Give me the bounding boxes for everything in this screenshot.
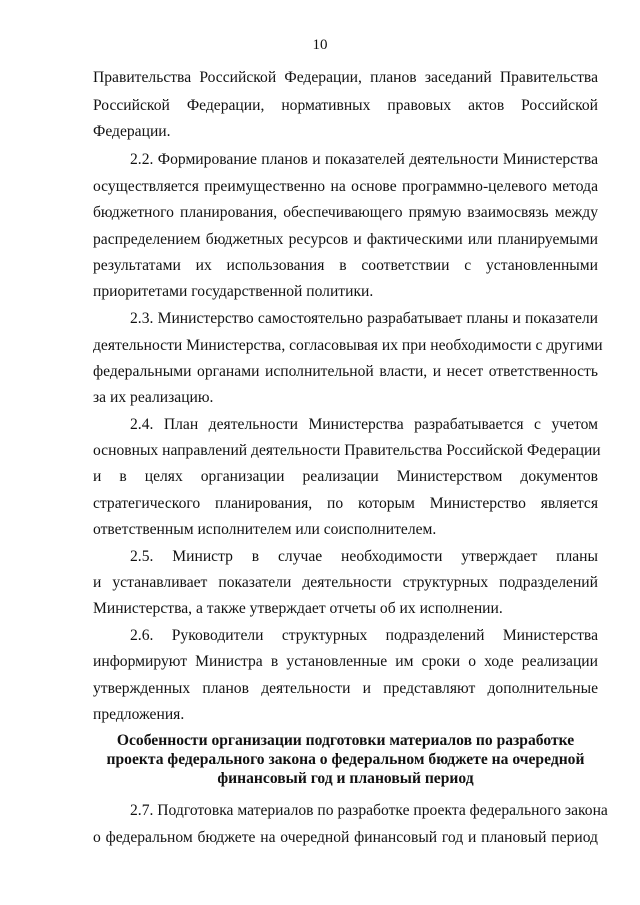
paragraph-2-4-line: 2.4. План деятельности Министерства разрабатывается с учетом — [130, 416, 598, 433]
paragraph-2-3-line: за их реализацию. — [93, 389, 214, 406]
paragraph-2-6-line: предложения. — [93, 706, 185, 723]
section-heading-line: проекта федерального закона о федеральном бюджете на очередной — [106, 751, 585, 768]
paragraph-2-6-line: утвержденных планов деятельности и представляют дополнительные — [93, 680, 598, 697]
paragraph-2-2-line: 2.2. Формирование планов и показателей деятельности Министерства — [130, 151, 598, 168]
paragraph-2-4-line: основных направлений деятельности Правительства Российской Федерации — [93, 442, 601, 459]
paragraph-2-3-line: 2.3. Министерство самостоятельно разрабатывает планы и показатели — [130, 310, 598, 327]
paragraph-2-2-line: приоритетами государственной политики. — [93, 283, 374, 300]
paragraph-2-5-line: и устанавливает показатели деятельности структурных подразделений — [93, 574, 598, 591]
paragraph-2-6-line: 2.6. Руководители структурных подразделений Министерства — [130, 627, 598, 644]
paragraph-2-7-line: о федеральном бюджете на очередной финансовый год и плановый период — [93, 829, 598, 846]
paragraph-2-3-line: деятельности Министерства, согласовывая их при необходимости с другими — [93, 337, 603, 354]
text-line: Правительства Российской Федерации, планов заседаний Правительства — [93, 69, 598, 86]
paragraph-2-6-line: информируют Министра в установленные им сроки о ходе реализации — [93, 653, 598, 670]
section-heading-line: Особенности организации подготовки материалов по разработке — [116, 732, 575, 749]
paragraph-2-7-line: 2.7. Подготовка материалов по разработке проекта федерального закона — [130, 802, 608, 819]
text-line: Российской Федерации, нормативных правовых актов Российской — [93, 97, 598, 114]
paragraph-2-5-line: Министерства, а также утверждает отчеты об их исполнении. — [93, 600, 503, 617]
page-number: 10 — [312, 37, 328, 53]
paragraph-2-2-line: осуществляется преимущественно на основе программно-целевого метода — [93, 178, 598, 195]
paragraph-2-4-line: ответственным исполнителем или соисполнителем. — [93, 521, 437, 538]
paragraph-2-3-line: федеральными органами исполнительной власти, и несет ответственность — [93, 363, 598, 380]
paragraph-2-2-line: распределением бюджетных ресурсов и фактическими или планируемыми — [93, 231, 598, 248]
paragraph-2-5-line: 2.5. Министр в случае необходимости утверждает планы — [130, 548, 598, 565]
paragraph-2-4-line: стратегического планирования, по которым Министерство является — [93, 495, 598, 512]
paragraph-2-4-line: и в целях организации реализации Министерством документов — [93, 468, 598, 485]
paragraph-2-2-line: результатами их использования в соответствии с установленными — [93, 257, 598, 274]
paragraph-2-2-line: бюджетного планирования, обеспечивающего прямую взаимосвязь между — [93, 204, 598, 221]
section-heading-line: финансовый год и плановый период — [217, 770, 474, 787]
text-line: Федерации. — [93, 123, 171, 140]
